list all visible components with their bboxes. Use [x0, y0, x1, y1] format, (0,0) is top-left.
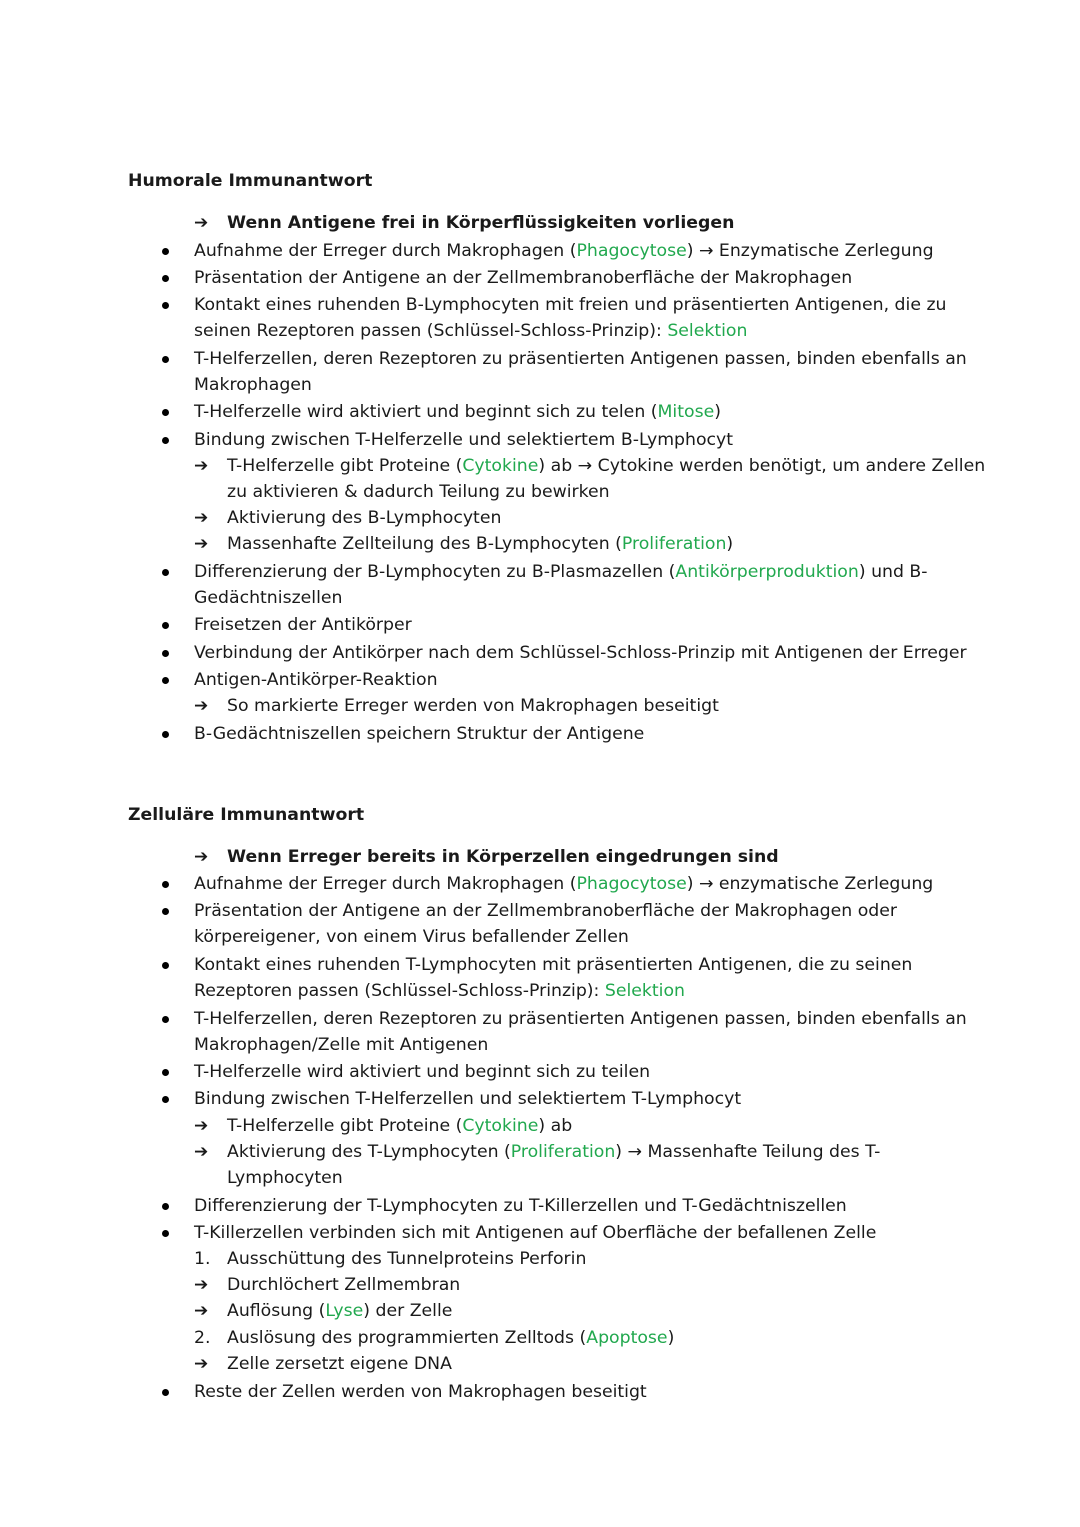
bullet-dot-icon: [162, 731, 169, 738]
list-item: T-Helferzellen, deren Rezeptoren zu präsentierten Antigenen passen, binden ebenfalls an: [194, 1009, 967, 1029]
humoral-intro: Wenn Antigene frei in Körperflüssigkeiten vorliegen: [227, 213, 735, 233]
list-item: Präsentation der Antigene an der Zellmembranoberfläche der Makrophagen oder: [194, 901, 897, 921]
sub-item: Auflösung (Lyse) der Zelle: [227, 1301, 453, 1321]
list-item-continuation: Rezeptoren passen (Schlüssel-Schloss-Prinzip): Selektion: [194, 981, 685, 1001]
sub-item-continuation: Lymphocyten: [227, 1168, 343, 1188]
bullet-dot-icon: [162, 1389, 169, 1396]
bullet-dot-icon: [162, 1016, 169, 1023]
list-item: Antigen-Antikörper-Reaktion: [194, 670, 438, 690]
bullet-dot-icon: [162, 409, 169, 416]
sub-item: Aktivierung des T-Lymphocyten (Proliferation) → Massenhafte Teilung des T-: [227, 1142, 881, 1162]
bullet-dot-icon: [162, 677, 169, 684]
list-item: T-Killerzellen verbinden sich mit Antigenen auf Oberfläche der befallenen Zelle: [194, 1223, 877, 1243]
bullet-dot-icon: [162, 881, 169, 888]
sub-item: Zelle zersetzt eigene DNA: [227, 1354, 452, 1374]
list-item: B-Gedächtniszellen speichern Struktur der Antigene: [194, 724, 645, 744]
list-item: Bindung zwischen T-Helferzelle und selektiertem B-Lymphocyt: [194, 430, 734, 450]
numbered-item: Auslösung des programmierten Zelltods (Apoptose): [227, 1328, 675, 1348]
list-item: Aufnahme der Erreger durch Makrophagen (Phagocytose) → enzymatische Zerlegung: [194, 874, 934, 894]
list-item-continuation: Makrophagen/Zelle mit Antigenen: [194, 1035, 489, 1055]
bullet-dot-icon: [162, 248, 169, 255]
arrow-right-icon: ➔: [194, 508, 209, 528]
bullet-dot-icon: [162, 275, 169, 282]
numbered-marker: 1.: [194, 1249, 211, 1269]
arrow-right-icon: ➔: [194, 696, 209, 716]
bullet-dot-icon: [162, 650, 169, 657]
arrow-right-icon: ➔: [194, 847, 209, 867]
list-item: Verbindung der Antikörper nach dem Schlüssel-Schloss-Prinzip mit Antigenen der Erreger: [194, 643, 967, 663]
sub-item: T-Helferzelle gibt Proteine (Cytokine) ab → Cytokine werden benötigt, um andere Zellen: [227, 456, 986, 476]
arrow-right-icon: ➔: [194, 1354, 209, 1374]
list-item-continuation: körpereigener, von einem Virus befallender Zellen: [194, 927, 629, 947]
sub-item: T-Helferzelle gibt Proteine (Cytokine) ab: [227, 1116, 573, 1136]
list-item-continuation: Gedächtniszellen: [194, 588, 343, 608]
bullet-dot-icon: [162, 302, 169, 309]
list-item-continuation: Makrophagen: [194, 375, 312, 395]
list-item: T-Helferzellen, deren Rezeptoren zu präsentierten Antigenen passen, binden ebenfalls an: [194, 349, 967, 369]
list-item: Präsentation der Antigene an der Zellmembranoberfläche der Makrophagen: [194, 268, 853, 288]
list-item: Differenzierung der B-Lymphocyten zu B-Plasmazellen (Antikörperproduktion) und B-: [194, 562, 928, 582]
bullet-dot-icon: [162, 1230, 169, 1237]
list-item: Freisetzen der Antikörper: [194, 615, 412, 635]
bullet-dot-icon: [162, 356, 169, 363]
section-title-zellular: Zelluläre Immunantwort: [128, 805, 365, 825]
bullet-dot-icon: [162, 908, 169, 915]
bullet-dot-icon: [162, 569, 169, 576]
list-item: Differenzierung der T-Lymphocyten zu T-Killerzellen und T-Gedächtniszellen: [194, 1196, 847, 1216]
numbered-marker: 2.: [194, 1328, 211, 1348]
zellular-intro: Wenn Erreger bereits in Körperzellen eingedrungen sind: [227, 847, 779, 867]
bullet-dot-icon: [162, 622, 169, 629]
sub-item: Durchlöchert Zellmembran: [227, 1275, 461, 1295]
bullet-dot-icon: [162, 962, 169, 969]
arrow-right-icon: ➔: [194, 456, 209, 476]
bullet-dot-icon: [162, 437, 169, 444]
arrow-right-icon: ➔: [194, 1142, 209, 1162]
arrow-right-icon: ➔: [194, 1275, 209, 1295]
arrow-right-icon: ➔: [194, 213, 209, 233]
arrow-right-icon: ➔: [194, 534, 209, 554]
sub-item: Aktivierung des B-Lymphocyten: [227, 508, 502, 528]
list-item: T-Helferzelle wird aktiviert und beginnt sich zu telen (Mitose): [194, 402, 721, 422]
arrow-right-icon: ➔: [194, 1116, 209, 1136]
list-item: Kontakt eines ruhenden T-Lymphocyten mit präsentierten Antigenen, die zu seinen: [194, 955, 913, 975]
numbered-item: Ausschüttung des Tunnelproteins Perforin: [227, 1249, 587, 1269]
list-item: T-Helferzelle wird aktiviert und beginnt sich zu teilen: [194, 1062, 651, 1082]
section-title-humoral: Humorale Immunantwort: [128, 171, 373, 191]
sub-item-continuation: zu aktivieren & dadurch Teilung zu bewirken: [227, 482, 610, 502]
sub-item: Massenhafte Zellteilung des B-Lymphocyten (Proliferation): [227, 534, 734, 554]
list-item: Reste der Zellen werden von Makrophagen beseitigt: [194, 1382, 647, 1402]
list-item-continuation: seinen Rezeptoren passen (Schlüssel-Schloss-Prinzip): Selektion: [194, 321, 748, 341]
list-item: Aufnahme der Erreger durch Makrophagen (Phagocytose) → Enzymatische Zerlegung: [194, 241, 934, 261]
list-item: Kontakt eines ruhenden B-Lymphocyten mit freien und präsentierten Antigenen, die zu: [194, 295, 947, 315]
bullet-dot-icon: [162, 1096, 169, 1103]
bullet-dot-icon: [162, 1069, 169, 1076]
sub-item: So markierte Erreger werden von Makrophagen beseitigt: [227, 696, 719, 716]
bullet-dot-icon: [162, 1203, 169, 1210]
list-item: Bindung zwischen T-Helferzellen und selektiertem T-Lymphocyt: [194, 1089, 742, 1109]
arrow-right-icon: ➔: [194, 1301, 209, 1321]
